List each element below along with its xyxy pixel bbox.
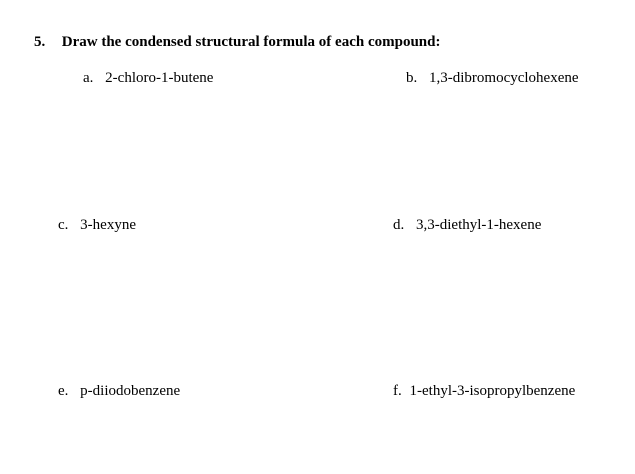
compound-item-c xyxy=(58,217,136,234)
item-letter: e. xyxy=(58,383,69,399)
item-letter: a. xyxy=(83,70,94,86)
item-letter: f. xyxy=(393,383,402,399)
question-heading xyxy=(34,34,440,51)
compound-name: p-diiodobenzene xyxy=(80,383,181,399)
compound-item-e xyxy=(58,383,180,400)
compound-name: 3-hexyne xyxy=(80,217,136,233)
compound-item-b xyxy=(406,70,579,87)
question-prompt: Draw the condensed structural formula of each compound: xyxy=(61,34,441,50)
compound-name: 3,3-diethyl-1-hexene xyxy=(416,217,542,233)
compound-name: 1-ethyl-3-isopropylbenzene xyxy=(409,383,576,399)
item-letter: d. xyxy=(393,217,405,233)
compound-item-f xyxy=(393,383,575,400)
question-number: 5. xyxy=(34,34,46,50)
compound-name: 2-chloro-1-butene xyxy=(105,70,214,86)
compound-item-d xyxy=(393,217,541,234)
item-letter: c. xyxy=(58,217,69,233)
compound-name: 1,3-dibromocyclohexene xyxy=(429,70,579,86)
compound-item-a xyxy=(83,70,213,87)
item-letter: b. xyxy=(406,70,418,86)
